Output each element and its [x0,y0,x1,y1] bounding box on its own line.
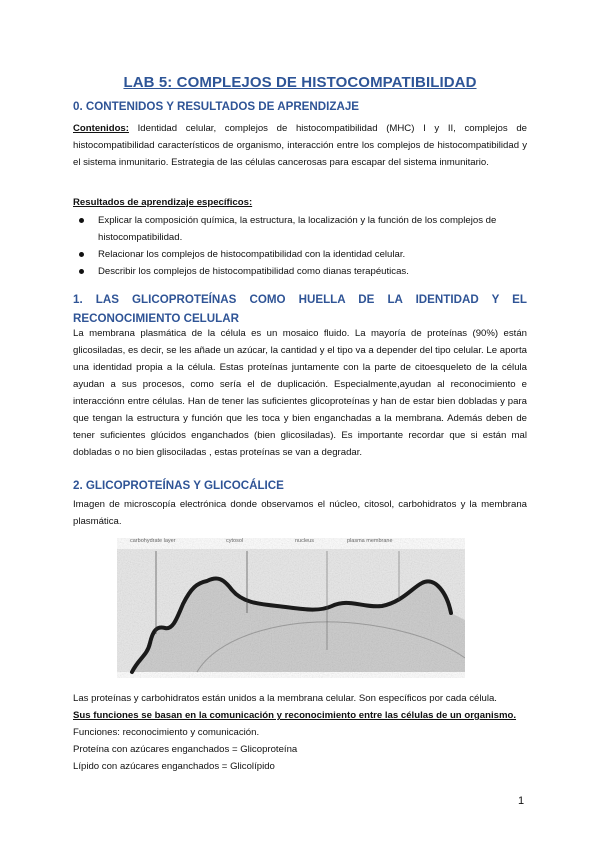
underlined-statement: Sus funciones se basan en la comunicación y reconocimiento entre las células de un organismo. [73,710,517,721]
text-line-2 [73,707,527,724]
text-line-3: Funciones: reconocimiento y comunicación. [73,727,260,738]
contenidos-text: Identidad celular, complejos de histocompatibilidad (MHC) I y II, complejos de histocompatibilidad característicos de organismo, interacción entre los complejos de histocompatibilidad y el sistema inmunitario. Estrategia de las células cancerosas para escapar del sistema inmunitario. [73,123,527,168]
text-line-4: Proteína con azúcares enganchados = Glicoproteína [73,744,298,755]
label-plasma-membrane: plasma membrane [347,538,393,544]
text-line-1: Las proteínas y carbohidratos están unidos a la membrana celular. Son específicos por cada célula. [73,693,497,704]
resultados-label-text: Resultados de aprendizaje específicos: [73,197,253,208]
label-nucleus: nucleus [295,538,314,544]
list-item: Relacionar los complejos de histocompatibilidad con la identidad celular. [73,246,527,263]
section-2-intro: Imagen de microscopía electrónica donde observamos el núcleo, citosol, carbohidratos y la membrana plasmática. [73,499,527,527]
contenidos-paragraph [73,120,527,171]
micrograph-image [117,538,465,678]
resultados-label [73,194,527,211]
list-item: Describir los complejos de histocompatibilidad como dianas terapéuticas. [73,263,527,280]
resultados-list [73,212,527,280]
list-item: Explicar la composición química, la estructura, la localización y la función de los complejos de histocompatibilidad. [73,212,527,246]
section-0-heading: 0. CONTENIDOS Y RESULTADOS DE APRENDIZAJE [73,100,360,113]
section-2-heading: 2. GLICOPROTEÍNAS Y GLICOCÁLICE [73,479,284,492]
label-carbohydrate-layer: carbohydrate layer [130,538,176,544]
label-cytosol: cytosol [226,538,244,544]
page-number: 1 [518,795,525,807]
electron-micrograph-figure [117,538,465,678]
section-1-heading: 1. LAS GLICOPROTEÍNAS COMO HUELLA DE LA IDENTIDAD Y EL RECONOCIMIENTO CELULAR [73,293,527,325]
contenidos-label: Contenidos: [73,123,129,134]
section-1-paragraph: La membrana plasmática de la célula es un mosaico fluido. La mayoría de proteínas (90%) están glicosiladas, es decir, se les añade un azúcar, la cantidad y el tipo va a depender del tipo celular. Le aporta una identidad propia a la célula. Estas proteínas juntamente con la parte de citoesqueleto de la célula ayudan a sus procesos, como sería el de duplicación. Especialmente,ayudan al reconocimiento e interacciónn entre células. Han de tener las suficientes glicoproteínas y han de estar bien dobladas y para que tengan la estructura y función que les toca y bien enganchadas a la membrana. Además deben de tener suficientes glúcidos enganchados (bien glicosiladas). Es importante recordar que si están mal dobladas o no bien glisociladas , estas proteínas se van a degradar. [73,328,527,458]
text-line-5: Lípido con azúcares enganchados = Glicolípido [73,761,275,772]
document-title: LAB 5: COMPLEJOS DE HISTOCOMPATIBILIDAD [123,74,477,91]
